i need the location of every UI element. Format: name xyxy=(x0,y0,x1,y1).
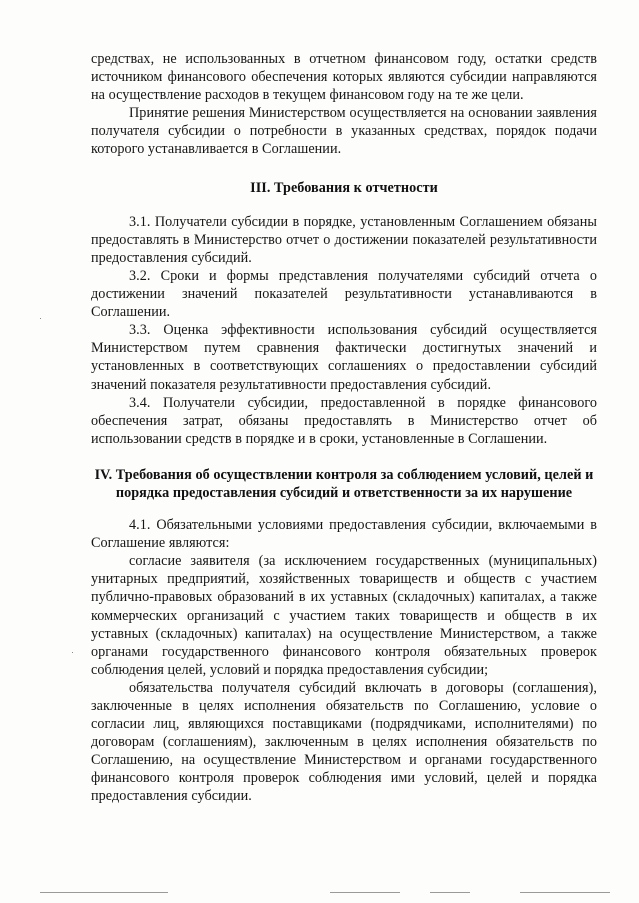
scan-speck xyxy=(72,652,73,653)
paragraph-decision: Принятие решения Министерством осуществляется на основании заявления получателя субсидии о потребности в указанных средствах, порядок подачи которого устанавливается в Соглашении. xyxy=(91,105,597,158)
paragraph-4-1: 4.1. Обязательными условиями предоставления субсидии, включаемыми в Соглашение являются: xyxy=(91,517,597,552)
paragraph-3-4: 3.4. Получатели субсидии, предоставленной в порядке финансового обеспечения затрат, обязаны предоставлять в Министерство отчет об использовании средств в порядке и в сроки, установленные в Соглашении. xyxy=(91,394,597,447)
paragraph-3-1: 3.1. Получатели субсидии в порядке, установленным Соглашением обязаны предоставлять в Министерство отчет о достижении показателей результативности предоставления субсидий. xyxy=(91,213,597,266)
scan-bottom-line xyxy=(40,892,168,893)
paragraph-3-3: 3.3. Оценка эффективности использования субсидий осуществляется Министерством путем сравнения фактически достигнутых значений и установленных в соответствующих соглашениях о предоставлении субсидий значений показателя результативности предоставления субсидий. xyxy=(91,322,597,393)
scan-bottom-line xyxy=(430,892,470,893)
section-title-reporting: III. Требования к отчетности xyxy=(250,179,438,196)
document-body xyxy=(91,50,597,806)
paragraph-continuation: средствах, не использованных в отчетном финансовом году, остатки средств источником финансового обеспечения которых являются субсидии направляются на осуществление расходов в текущем финансовом году на те же цели. xyxy=(91,51,597,104)
paragraph-obligations: обязательства получателя субсидий включать в договоры (соглашения), заключенные в целях исполнения обязательств по Соглашению, условие о согласии лиц, являющихся поставщиками (подрядчиками, исполнителями) по договорам (соглашениям), заключенным в целях исполнения обязательств по Соглашению, на осуществление Министерством и органами государственного финансового контроля проверок соблюдения ими условий, целей и порядка предоставления субсидии. xyxy=(91,679,597,805)
paragraph-3-2: 3.2. Сроки и формы представления получателями субсидий отчета о достижении значений показателей результативности устанавливаются в Соглашении. xyxy=(91,267,597,321)
section-title-control: IV. Требования об осуществлении контроля за соблюдением условий, целей и порядка предоставления субсидий и ответственности за их нарушение xyxy=(94,466,594,501)
scan-bottom-line xyxy=(520,892,610,893)
scan-bottom-line xyxy=(330,892,400,893)
paragraph-consent: согласие заявителя (за исключением государственных (муниципальных) унитарных предприятий, хозяйственных товариществ и обществ с участием публично-правовых образований в их уставных (складочных) капиталах, а также коммерческих организаций с участием таких товариществ и обществ в их уставных (складочных) капиталах) на осуществление Министерством, а также органами государственного финансового контроля обязательных проверок соблюдения целей, условий и порядка предоставления субсидии; xyxy=(91,553,597,678)
scan-speck xyxy=(40,318,41,319)
